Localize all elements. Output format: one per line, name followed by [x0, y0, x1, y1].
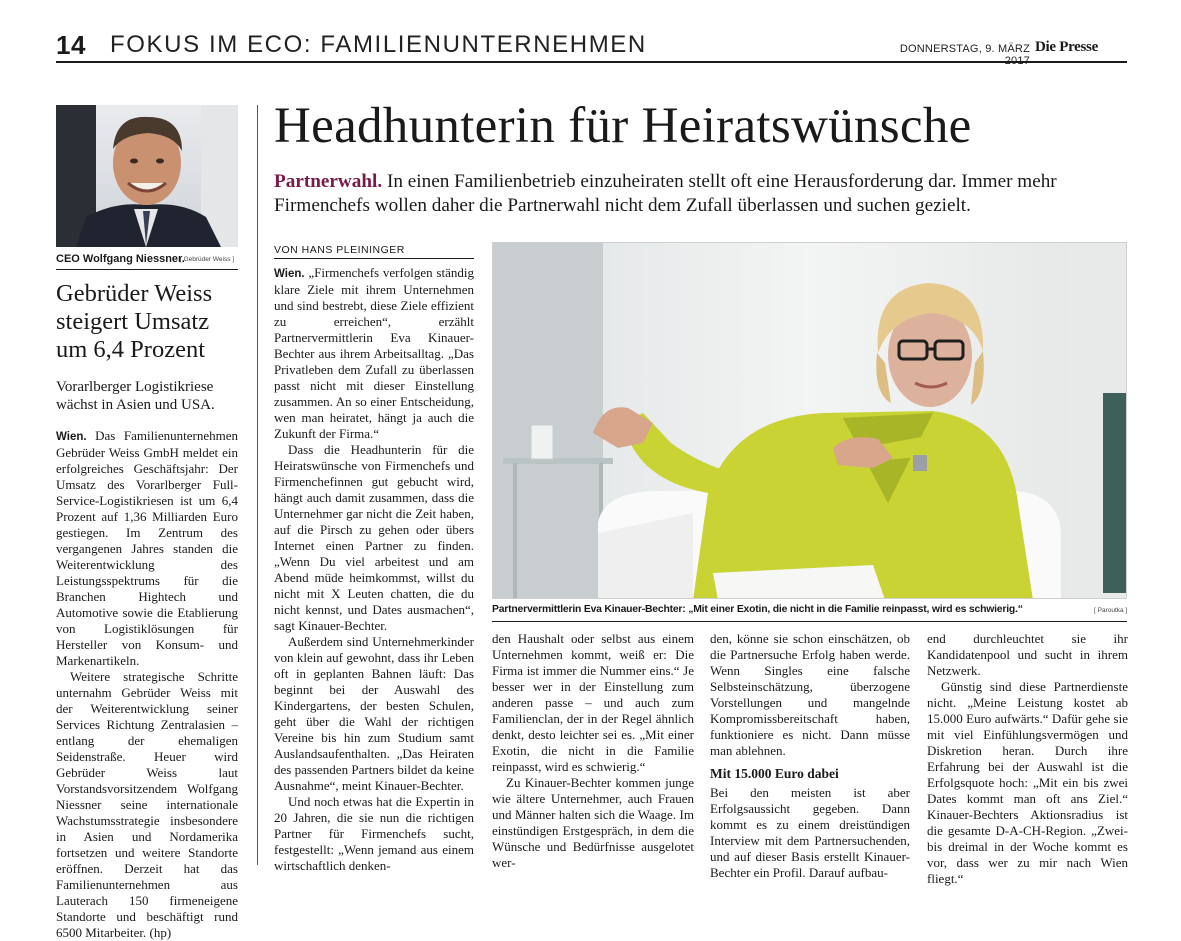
sidebar-dateline: Wien.: [56, 431, 87, 443]
col1-paragraph-4: Und noch etwas hat die Expertin in 20 Jahren, die sie nun die richtigen Partner für Firmenchefs sucht, festgestellt: „Wenn jemand aus einem wirtschaftlich denken-: [274, 794, 474, 873]
col2-paragraph-2: Zu Kinauer-Bechter kommen junge wie ältere Unternehmer, auch Frauen und Männer halten sich die Waage. Im einstündigen Erstgespräch, in dem die Wünsche und Bedürfnisse ausgelotet wer-: [492, 775, 694, 870]
sidebar-caption-rule: [56, 269, 238, 270]
photo-caption-rule: [492, 621, 1127, 622]
main-photo: [492, 242, 1127, 599]
article-headline: Headhunterin für Heiratswünsche: [274, 98, 972, 154]
column-separator: [257, 105, 258, 865]
lead-text: In einen Familienbetrieb einzuheiraten stellt oft eine Herausforderung dar. Immer mehr Firmenchefs wollen daher die Partnerwahl nicht dem Zufall überlassen und suchen gezielt.: [274, 171, 1057, 216]
section-title: FOKUS IM ECO: FAMILIENUNTERNEHMEN: [110, 31, 647, 58]
interview-scene-illustration: [493, 243, 1127, 599]
main-photo-credit: [ Paroutka ]: [1094, 607, 1128, 614]
masthead-logo: Die Presse: [1035, 39, 1098, 55]
col4-paragraph-2: Günstig sind diese Partnerdienste nicht. „Meine Leistung kostet ab 15.000 Euro aufwärts.“ Dafür gehe sie mit viel Einfühlungsvermögen und Diskretion heran. Durch ihre Erfahrung bei der Auswahl ist die Erfolgsquote hoch: „Mit ein bis zwei Dates kommt man oft ans Ziel.“ Kinauer-Bechters Aktionsradius ist die gesamte D-A-CH-Region. „Zwei- bis dreimal in der Woche kommt es vor, dass wer zu mir nach Wien fliegt.“: [927, 679, 1128, 886]
sidebar-headline: Gebrüder Weiss steigert Umsatz um 6,4 Prozent: [56, 280, 213, 363]
byline-rule: [274, 258, 474, 259]
sidebar-paragraph-1: Das Familienunternehmen Gebrüder Weiss GmbH meldet ein erfolgreiches Geschäftsjahr: Der Umsatz des Vorarlberger Full-Service-Logistikriesen ist um 6,4 Prozent auf 1,36 Milliarden Euro gestiegen. Im Zentrum des vergangenen Jahres standen die Weiterentwicklung des Leistungsspektrums für die Branchen Hightech und Automotive sowie die Etablierung von Logistiklösungen für Hersteller von Konsum- und Markenartikeln.: [56, 428, 238, 668]
article-column-1: [274, 265, 474, 874]
sidebar-body: [56, 428, 238, 941]
sidebar-subhead: Vorarlberger Logistikriese wächst in Asien und USA.: [56, 379, 215, 413]
ceo-portrait-illustration: [56, 105, 238, 247]
article-dateline: Wien.: [274, 268, 305, 280]
byline: VON HANS PLEININGER: [274, 244, 405, 256]
header-rule: [56, 61, 1127, 63]
main-photo-caption: Partnervermittlerin Eva Kinauer-Bechter: „Mit einer Exotin, die nicht in die Familie reinpasst, wird es schwierig.“: [492, 604, 1023, 615]
col1-paragraph-1: „Firmenchefs verfolgen ständig klare Ziele mit ihrem Unternehmen und sind bestrebt, diese Ziele effizient zu erreichen“, erzählt Partnervermittlerin Eva Kinauer-Bechter aus ihrem Arbeitsalltag. „Das Privatleben dem Zufall zu überlassen passt nicht mit dieser Einstellung zusammen. An so einer Entscheidung, wen man heiratet, hängt ja auch die Zukunft der Firma.“: [274, 265, 474, 441]
article-column-2: [492, 631, 694, 871]
article-column-3: [710, 631, 910, 881]
ceo-photo-credit: [ Gebrüder Weiss ]: [180, 256, 235, 263]
col4-paragraph-1: end durchleuchtet sie ihr Kandidatenpool und sucht in ihrem Netzwerk.: [927, 631, 1128, 678]
col2-paragraph-1: den Haushalt oder selbst aus einem Unternehmen kommt, weiß er: Die Firma ist immer die Nummer eins.“ Je besser wer in der Einstellung zum anderen passe – und auch zum Familienclan, der in der Regel ähnlich denkt, desto leichter sei es. „Mit einer Exotin, die nicht in die Familie reinpasst, wird es schwierig.“: [492, 631, 694, 774]
page-number: 14: [56, 30, 86, 60]
col3-paragraph-2: Bei den meisten ist aber Erfolgsaussicht gegeben. Dann kommt es zu einem dreistündigen Interview mit dem Partnersuchenden, und auf dieser Basis erstellt Kinauer-Bechter ein Profil. Darauf aufbau-: [710, 785, 910, 880]
col3-subhead: Mit 15.000 Euro dabei: [710, 766, 839, 781]
col3-paragraph-1: den, könne sie schon einschätzen, ob die Partnersuche Erfolg haben werde. Wenn Singles eine falsche Selbsteinschätzung, überzogene Vorstellungen und mangelnde Kompromissbereitschaft haben, funktioniere es nicht. Dann müsse man ablehnen.: [710, 631, 910, 758]
col1-paragraph-2: Dass die Headhunterin für die Heiratswünsche von Firmenchefs und Firmenchefinnen gut gebucht wird, hängt auch damit zusammen, dass die Unternehmer gar nicht die Zeit haben, auf die Pirsch zu gehen oder übers Internet einen Partner zu finden. „Wenn Du viel arbeitest und am Abend müde heimkommst, willst du nicht mit X Leuten chatten, die du nicht kennst, und Dates ausmachen“, sagt Kinauer-Bechter.: [274, 442, 474, 633]
lead-label: Partnerwahl.: [274, 171, 383, 192]
col1-paragraph-3: Außerdem sind Unternehmerkinder von klein auf gewohnt, dass ihr Leben oft in geplanten Bahnen läuft: Das beginnt bei der Auswahl des Kindergartens, der besten Schulen, geht über die Wahl der richtigen Vereine bis hin zum Studium samt Auslandsaufenthalten. „Das Heiraten des passenden Partners bildet da keine Ausnahme“, meint Kinauer-Bechter.: [274, 634, 474, 793]
sidebar-paragraph-2: Weitere strategische Schritte unternahm Gebrüder Weiss mit der Weiterentwicklung seiner Services Richtung Zentralasien – entlang der ehemaligen Seidenstraße. Heuer wird Gebrüder Weiss laut Vorstandsvorsitzendem Wolfgang Niessner seine internationale Wachstumsstrategie insbesondere in Asien und Nordamerika fortsetzen und weitere Standorte eröffnen. Derzeit hat das Familienunternehmen aus Lauterach 150 firmeneigene Standorte und beschäftigt rund 6500 Mitarbeiter. (hp): [56, 669, 238, 940]
article-lead: [274, 170, 1130, 218]
ceo-photo-caption: CEO Wolfgang Niessner.: [56, 253, 185, 265]
issue-date: DONNERSTAG, 9. MÄRZ: [899, 43, 1030, 55]
article-column-4: [927, 631, 1128, 887]
ceo-photo: [56, 105, 238, 247]
